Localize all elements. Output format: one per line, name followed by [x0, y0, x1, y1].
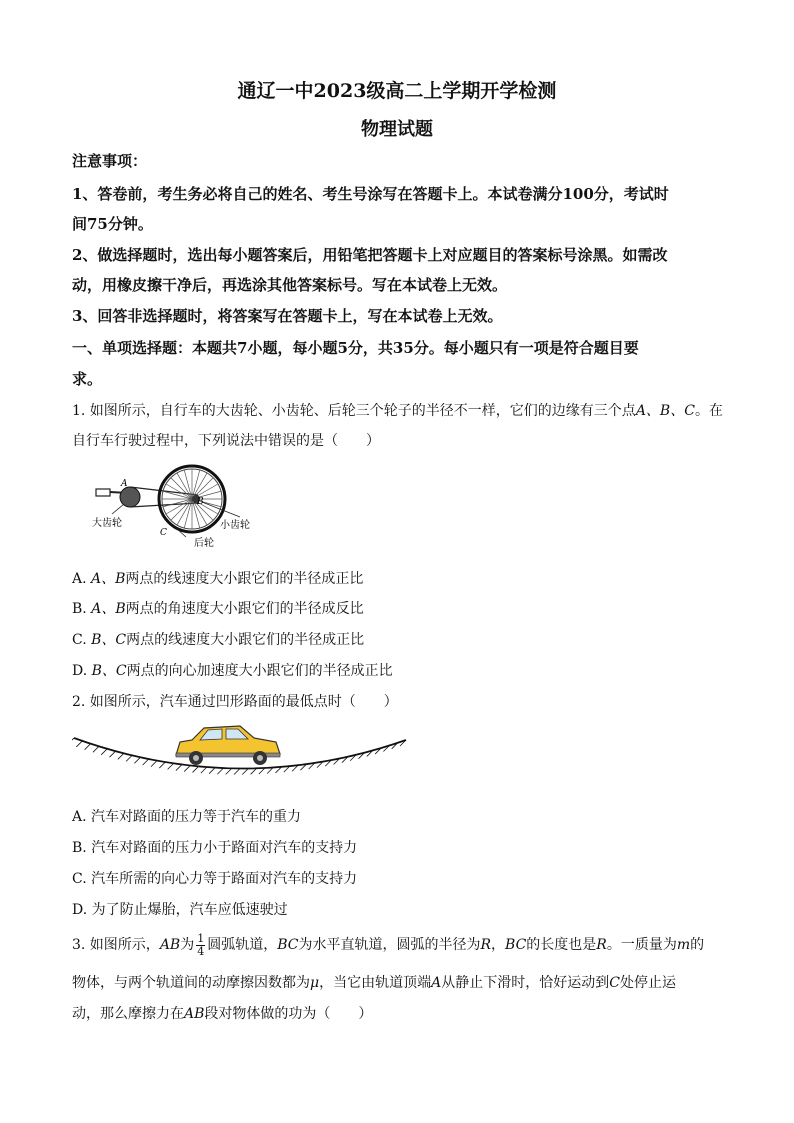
q3-text-3: 圆弧轨道， [207, 937, 278, 953]
q2-option-a: A. 汽车对路面的压力等于汽车的重力 [72, 809, 302, 825]
q3-var-mu: μ [310, 975, 320, 991]
q3-text-5: ， [491, 937, 506, 953]
q3-text-6: 的长度也是 [526, 937, 597, 953]
q1-option-d-vars: B、C [91, 663, 127, 679]
q3-line2-text-a: 物体，与两个轨道间的动摩擦因数都为 [72, 975, 310, 991]
q3-text-7: 。一质量为 [606, 937, 677, 953]
q3-line3-text-b: 段对物体做的功为（ ） [204, 1006, 373, 1022]
q3-line3-text-a: 动，那么摩擦力在 [72, 1006, 184, 1022]
q3-line2-text-d: 处停止运 [619, 975, 676, 991]
q1-option-a-vars: A、B [91, 571, 126, 587]
pedal-shape [96, 489, 110, 496]
big-gear-shape [120, 487, 140, 507]
q3-var-c: C [609, 975, 620, 991]
label-big-gear: 大齿轮 [92, 518, 122, 529]
label-small-gear: 小齿轮 [220, 520, 250, 531]
notice-heading: 注意事项： [72, 152, 148, 170]
q3-text-4: 为水平直轨道，圆弧的半径为 [298, 937, 481, 953]
q1-option-c-key: C. [72, 632, 92, 648]
car-concave-road-figure [72, 718, 408, 780]
notice-item-2-line-1: 2、做选择题时，选出每小题答案后，用铅笔把答题卡上对应题目的答案标号涂黑。如需改 [72, 246, 668, 264]
q3-var-m: m [676, 937, 691, 953]
q1-option-a-text: 两点的线速度大小跟它们的半径成正比 [125, 571, 364, 587]
bicycle-wheels-figure [90, 462, 270, 552]
q2-option-c: C. 汽车所需的向心力等于路面对汽车的支持力 [72, 871, 358, 887]
q3-stem-line-2 [72, 972, 676, 992]
q1-option-c-text: 两点的线速度大小跟它们的半径成正比 [126, 632, 365, 648]
q3-line2-text-b: ，当它由轨道顶端 [319, 975, 432, 991]
q3-var-bc: BC [277, 937, 299, 953]
q3-fraction-den: 4 [197, 944, 205, 958]
label-point-c: C [160, 528, 167, 538]
q1-stem-line-1 [72, 400, 723, 420]
q1-option-c-vars: B、C [91, 632, 127, 648]
q1-option-b-text: 两点的角速度大小跟它们的半径成反比 [125, 601, 364, 617]
q3-fraction-num: 1 [197, 931, 205, 945]
notice-item-1-line-2: 间75分钟。 [72, 215, 153, 233]
big-gear-leader [112, 504, 124, 514]
q3-var-ab: AB [159, 937, 181, 953]
q1-option-a [72, 568, 363, 588]
q3-stem-line-3 [72, 1003, 372, 1023]
q1-option-d-key: D. [72, 663, 92, 679]
notice-item-3: 3、回答非选择题时，将答案写在答题卡上，写在本试卷上无效。 [72, 307, 503, 325]
q3-var-a: A [431, 975, 442, 991]
q1-option-a-key: A. [72, 571, 92, 587]
car-shape [176, 726, 280, 765]
exam-subtitle: 物理试题 [361, 119, 433, 140]
q3-var-r-2: R [596, 937, 607, 953]
q3-var-r: R [480, 937, 492, 953]
q1-stem-text: 1. 如图所示，自行车的大齿轮、小齿轮、后轮三个轮子的半径不一样，它们的边缘有三个点 [72, 403, 636, 419]
q1-option-b-key: B. [72, 601, 92, 617]
notice-item-2-line-2: 动，用橡皮擦干净后，再选涂其他答案标号。写在本试卷上无效。 [72, 276, 508, 294]
section-1-heading-line-2: 求。 [72, 370, 103, 388]
q1-option-c [72, 629, 364, 649]
q2-stem: 2. 如图所示，汽车通过凹形路面的最低点时（ ） [72, 694, 398, 710]
q3-text-1: 3. 如图所示， [72, 937, 160, 953]
exam-title: 通辽一中2023级高二上学期开学检测 [237, 80, 557, 102]
q1-option-b [72, 598, 364, 618]
q1-stem-end: 。在 [694, 403, 723, 419]
q1-points: A、B、C [635, 403, 695, 419]
q1-stem-line-2: 自行车行驶过程中，下列说法中错误的是（ ） [72, 433, 380, 449]
q3-text-8: 的 [690, 937, 705, 953]
label-point-a: A [121, 479, 128, 489]
q2-option-b: B. 汽车对路面的压力小于路面对汽车的支持力 [72, 840, 358, 856]
q2-option-d: D. 为了防止爆胎，汽车应低速驶过 [72, 902, 288, 918]
q1-option-d-text: 两点的向心加速度大小跟它们的半径成正比 [126, 663, 393, 679]
q1-option-d [72, 660, 393, 680]
notice-item-1-line-1: 1、答卷前，考生务必将自己的姓名、考生号涂写在答题卡上。本试卷满分100分，考试时 [72, 185, 669, 203]
q3-fraction [196, 933, 205, 958]
q3-line2-text-c: 从静止下滑时，恰好运动到 [441, 975, 610, 991]
q3-text-2: 为 [180, 937, 195, 953]
label-point-b: B [197, 497, 204, 507]
q1-option-b-vars: A、B [91, 601, 126, 617]
q3-var-ab-2: AB [184, 1006, 205, 1022]
q3-var-bc-2: BC [505, 937, 527, 953]
section-1-heading-line-1: 一、单项选择题：本题共7小题，每小题5分，共35分。每小题只有一项是符合题目要 [72, 339, 639, 357]
q3-stem-line-1 [72, 930, 704, 960]
label-rear-wheel: 后轮 [194, 538, 214, 549]
